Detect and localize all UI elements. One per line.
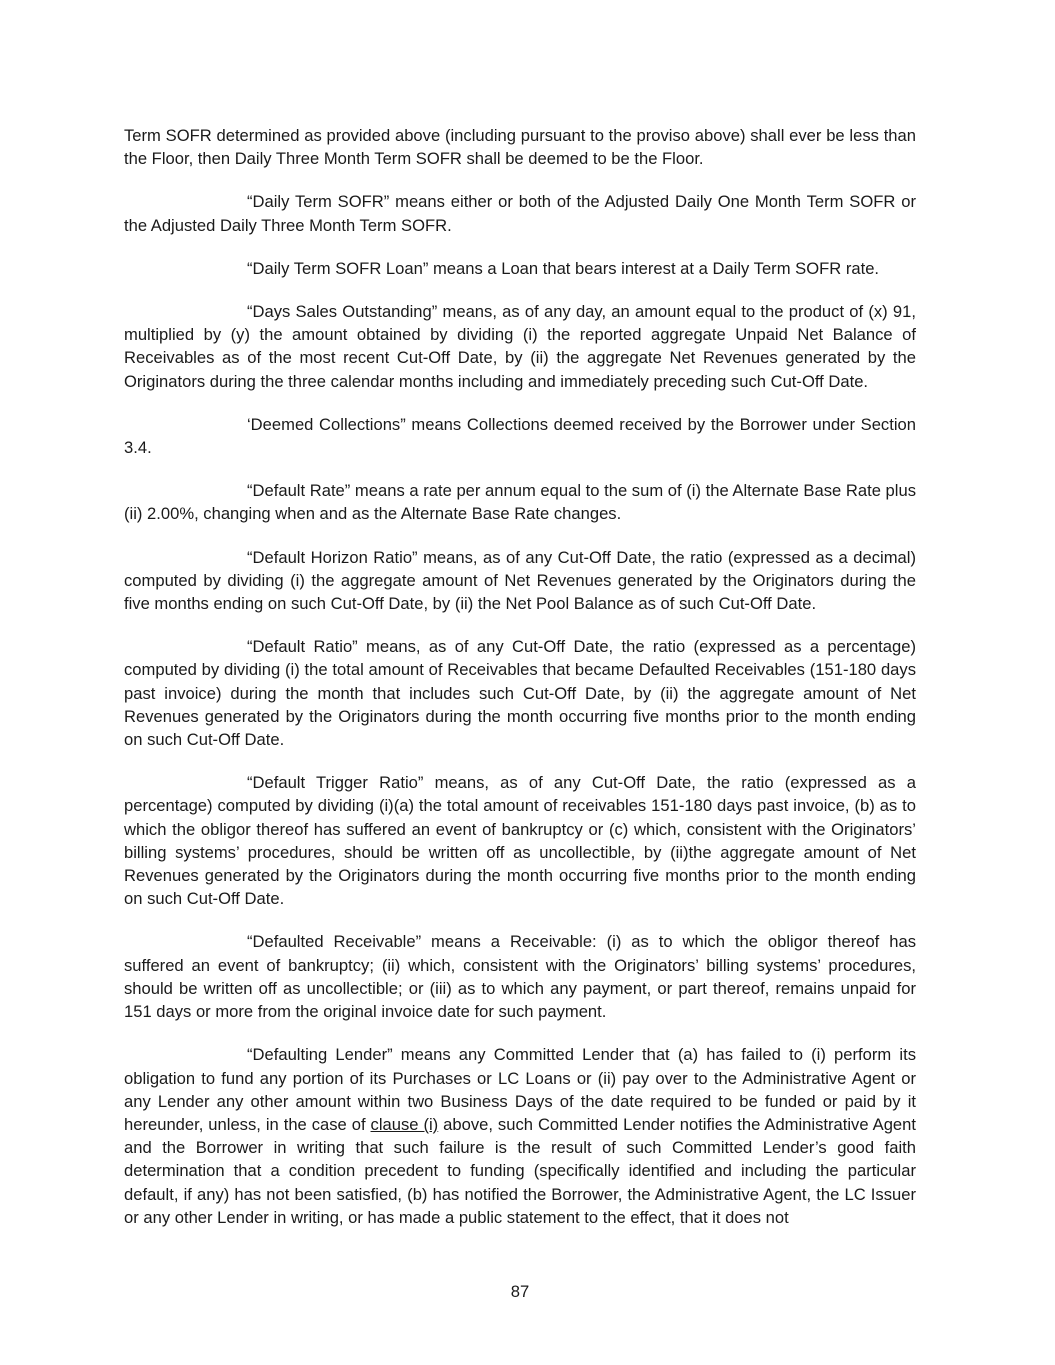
definition-days-sales-outstanding: “Days Sales Outstanding” means, as of any day, an amount equal to the product of (x) 91, multiplied by (y) the amount obtained by dividing (i) the reported aggregate Unpaid Net Balance of Receivables as of the most recent Cut-Off Date, by (ii) the aggregate Net Revenues generated by the Originators during the three calendar months including and immediately preceding such Cut-Off Date. — [124, 302, 916, 391]
definition-daily-term-sofr-loan: “Daily Term SOFR Loan” means a Loan that bears interest at a Daily Term SOFR rate. — [247, 258, 880, 278]
page-number: 87 — [510, 1282, 530, 1301]
definition-default-horizon-ratio: “Default Horizon Ratio” means, as of any Cut-Off Date, the ratio (expressed as a decimal) computed by dividing (i) the aggregate amount of Net Revenues generated by the Originators during the five months ending on such Cut-Off Date, by (ii) the Net Pool Balance as of such Cut-Off Date. — [124, 547, 916, 614]
definition-deemed-collections: ‘Deemed Collections” means Collections deemed received by the Borrower under Section 3.4. — [124, 414, 916, 458]
definition-default-trigger-ratio: “Default Trigger Ratio” means, as of any Cut-Off Date, the ratio (expressed as a percentage) computed by dividing (i)(a) the total amount of receivables 151-180 days past invoice, (b) as to which the obligor thereof has suffered an event of bankruptcy or (c) which, consistent with the Originators’ billing systems’ procedures, should be written off as uncollectible, by (ii)the aggregate amount of Net Revenues generated by the Originators during the month occurring five months prior to the month ending on such Cut-Off Date. — [124, 773, 916, 909]
defaulting-lender-text-before: “Defaulting Lender” means any Committed Lender that (a) has failed to (i) perform its obligation to fund any portion of its Purchases or LC Loans or (ii) pay over to the Administrative Agent or any Lender any other amount within two Business Days of the date required to be funded or paid by it hereunder, unless, in the case of — [124, 1045, 916, 1134]
document-page — [124, 124, 916, 1249]
definition-defaulted-receivable: “Defaulted Receivable” means a Receivable: (i) as to which the obligor thereof has suffered an event of bankruptcy; (ii) which, consistent with the Originators’ billing systems’ procedures, should be written off as uncollectible; or (iii) as to which any payment, or part thereof, remains unpaid for 151 days or more from the original invoice date for such payment. — [124, 932, 916, 1022]
clause-i-reference: clause (i) — [370, 1114, 439, 1134]
definition-daily-term-sofr: “Daily Term SOFR” means either or both of the Adjusted Daily One Month Term SOFR or the Adjusted Daily Three Month Term SOFR. — [124, 192, 916, 235]
definition-defaulting-lender — [124, 1043, 916, 1229]
definition-default-ratio: “Default Ratio” means, as of any Cut-Off Date, the ratio (expressed as a percentage) computed by dividing (i) the total amount of Receivables that became Defaulted Receivables (151-180 days past invoice) during the month that includes such Cut-Off Date, by (ii) the aggregate amount of Net Revenues generated by the Originators during the month occurring five months prior to the month ending on such Cut-Off Date. — [124, 637, 916, 750]
definition-default-rate: “Default Rate” means a rate per annum equal to the sum of (i) the Alternate Base Rate plus (ii) 2.00%, changing when and as the Alternate Base Rate changes. — [124, 481, 916, 524]
continuation-paragraph: Term SOFR determined as provided above (including pursuant to the proviso above) shall ever be less than the Floor, then Daily Three Month Term SOFR shall be deemed to be the Floor. — [124, 126, 916, 169]
defaulting-lender-text-after: above, such Committed Lender notifies the Administrative Agent and the Borrower in writing that such failure is the result of such Committed Lender’s good faith determination that a condition precedent to funding (specifically identified and including the particular default, if any) has not been satisfied, (b) has notified the Borrower, the Administrative Agent, the LC Issuer or any other Lender in writing, or has made a public statement to the effect, that it does not — [124, 1114, 916, 1227]
